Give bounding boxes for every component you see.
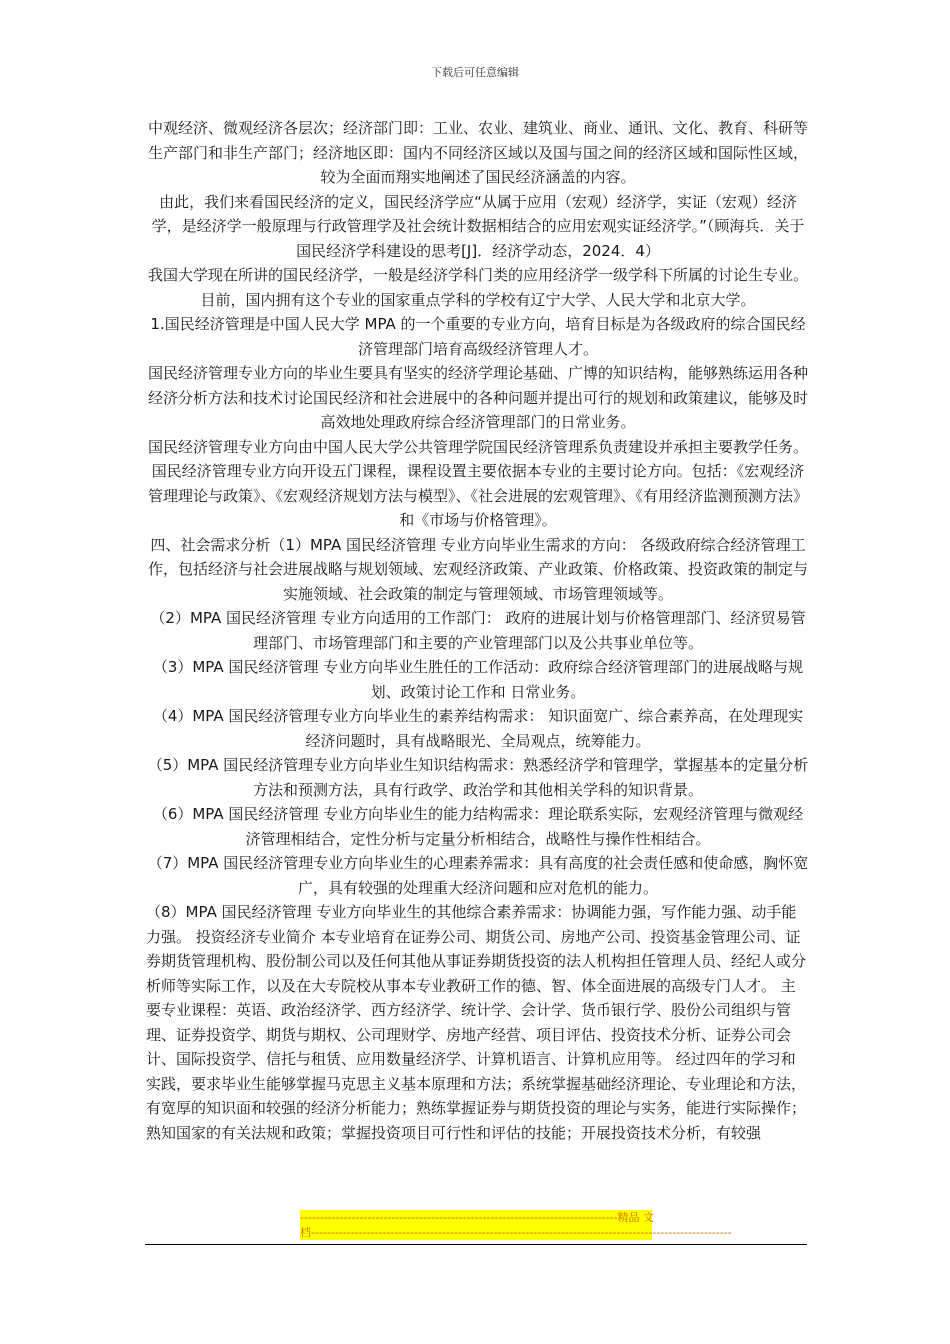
paragraph-demand-3: （3）MPA 国民经济管理 专业方向毕业生胜任的工作活动：政府综合经济管理部门的进展战略与规划、政策讨论工作和 日常业务。 (152, 658, 804, 701)
paragraph-key-schools: 目前，国内拥有这个专业的国家重点学科的学校有辽宁大学、人民大学和北京大学。 (200, 290, 756, 309)
paragraph-graduate-requirements: 国民经济管理专业方向的毕业生要具有坚实的经济学理论基础、广博的知识结构，能够熟练运用各种经济分析方法和技术讨论国民经济和社会进展中的各种问题并提出可行的规划和政策建议，能够及时高效地处理政府综合经济管理部门的日常业务。 (147, 364, 808, 431)
paragraph-demand-6: （6）MPA 国民经济管理 专业方向毕业生的能力结构需求：理论联系实际，宏观经济管理与微观经济管理相结合，定性分析与定量分析相结合，战略性与操作性相结合。 (152, 805, 804, 848)
document-body (146, 116, 810, 1145)
paragraph-definition: 由此，我们来看国民经济的定义，国民经济学应“从属于应用（宏观）经济学，实证（宏观）经济学，是经济学一般原理与行政管理学及社会统计数据相结合的应用宏观实证经济学。”（顾海兵．关于国民经济学科建设的思考[J]．经济学动态，2024．4） (151, 192, 805, 260)
paragraph-demand-5: （5）MPA 国民经济管理专业方向毕业生知识结构需求：熟悉经济学和管理学，掌握基本的定量分析方法和预测方法，具有行政学、政治学和其他相关学科的知识背景。 (147, 756, 809, 799)
footer-line-2: 档---------------------------------------------------------------------------------------------------------- (300, 1226, 732, 1239)
paragraph-mpa-direction: 1.国民经济管理是中国人民大学 MPA 的一个重要的专业方向，培育目标是为各级政府的综合国民经济管理部门培育高级经济管理人才。 (150, 315, 806, 358)
paragraph-demand-8: （8）MPA 国民经济管理 专业方向毕业生的其他综合素养需求：协调能力强，写作能力强、动手能力强。 投资经济专业简介 本专业培育在证券公司、期货公司、房地产公司、投资基金管理公司、证券期货管理机构、股份制公司以及任何其他从事证券期货投资的法人机构担任管理人员、经纪人或分析师等实际工作，以及在大专院校从事本专业教研工作的德、智、体全面进展的高级专门人才。 主要专业课程：英语、政治经济学、西方经济学、统计学、会计学、货币银行学、股份公司组织与管理、证券投资学、期货与期权、公司理财学、房地产经营、项目评估、投资技术分析、证券公司会计、国际投资学、信托与租赁、应用数量经济学、计算机语言、计算机应用等。 经过四年的学习和实践，要求毕业生能够掌握马克思主义基本原理和方法；系统掌握基础经济理论、专业理论和方法，有宽厚的知识面和较强的经济分析能力；熟练掌握证券与期货投资的理论与实务，能进行实际操作；熟知国家的有关法规和政策；掌握投资项目可行性和评估的技能；开展投资技术分析，有较强 (146, 903, 807, 1142)
paragraph-demand-2: （2）MPA 国民经济管理 专业方向适用的工作部门： 政府的进展计划与价格管理部门、经济贸易管理部门、市场管理部门和主要的产业管理部门以及公共事业单位等。 (150, 609, 806, 652)
paragraph-demand-7: （7）MPA 国民经济管理专业方向毕业生的心理素养需求：具有高度的社会责任感和使命感，胸怀宽广，具有较强的处理重大经济问题和应对危机的能力。 (147, 854, 809, 897)
page-header: 下载后可任意编辑 (431, 66, 519, 79)
paragraph-demand-4: （4）MPA 国民经济管理专业方向毕业生的素养结构需求： 知识面宽广、综合素养高，在处理现实经济问题时，具有战略眼光、全局观点，统筹能力。 (152, 707, 804, 750)
footer-divider (145, 1244, 807, 1245)
footer-line-1: --------------------------------------------------------------------------------精品 文 (300, 1211, 655, 1224)
paragraph-university-discipline: 我国大学现在所讲的国民经济学，一般是经济学科门类的应用经济学一级学科下所属的讨论生专业。 (147, 266, 808, 284)
paragraph-courses: 国民经济管理专业方向由中国人民大学公共管理学院国民经济管理系负责建设并承担主要教学任务。 国民经济管理专业方向开设五门课程，课程设置主要依据本专业的主要讨论方向。包括：《宏观经济管理理论与政策》、《宏观经济规划方法与模型》、《社会进展的宏观管理》、《有用经济监测预测方法》和《市场与价格管理》。 (147, 437, 808, 529)
paragraph-demand-1: 四、社会需求分析（1）MPA 国民经济管理 专业方向毕业生需求的方向： 各级政府综合经济管理工作，包括经济与社会进展战略与规划领域、宏观经济政策、产业政策、价格政策、投资政策的制定与实施领域、社会政策的制定与管理领域、市场管理领域等。 (147, 535, 808, 603)
paragraph-economic-scope: 中观经济、微观经济各层次；经济部门即：工业、农业、建筑业、商业、通讯、文化、教育、科研等生产部门和非生产部门；经济地区即：国内不同经济区域以及国与国之间的经济区域和国际性区域，较为全面而翔实地阐述了国民经济涵盖的内容。 (147, 119, 808, 186)
footer-watermark (300, 1210, 732, 1240)
